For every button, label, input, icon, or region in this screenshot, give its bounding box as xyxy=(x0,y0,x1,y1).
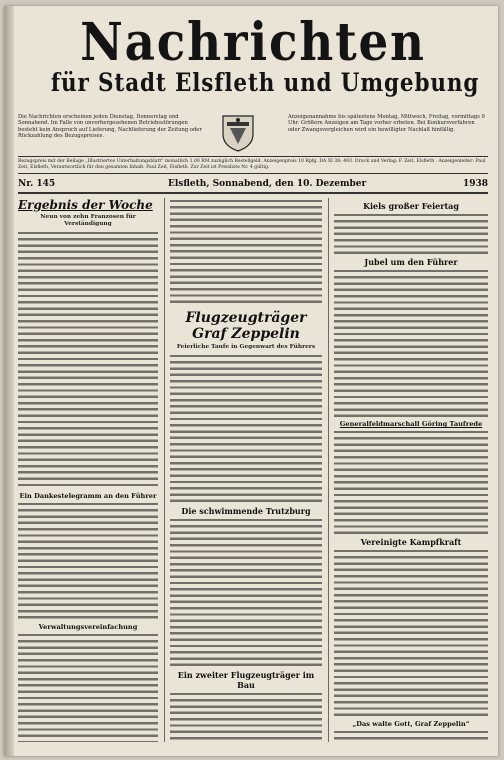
headline-dankestelegramm: Ein Dankestelegramm an den Führer xyxy=(19,492,157,500)
headline-ergebnis-der-woche: Ergebnis der Woche xyxy=(18,198,153,212)
body-text xyxy=(18,632,158,742)
issue-number: Nr. 145 xyxy=(18,179,56,189)
body-text xyxy=(334,268,488,418)
column-1 xyxy=(18,198,158,742)
publication-info xyxy=(18,114,488,154)
body-text xyxy=(334,212,488,254)
issue-year: 1938 xyxy=(462,179,488,189)
headline-vereinigte-kampfkraft: Vereinigte Kampfkraft xyxy=(360,537,462,547)
body-text xyxy=(170,517,322,667)
body-text xyxy=(170,198,322,306)
column-3 xyxy=(334,198,488,742)
headline-trutzburg: Die schwimmende Trutzburg xyxy=(181,506,311,516)
body-text xyxy=(334,429,488,534)
town-coat-of-arms-icon xyxy=(221,114,255,152)
headline-jubel-um-den-fuehrer: Jubel um den Führer xyxy=(364,257,458,267)
newspaper-page xyxy=(4,6,498,756)
body-text xyxy=(170,691,322,742)
masthead xyxy=(18,12,488,106)
newspaper-title: Nachrichten xyxy=(80,12,426,73)
headline-goering-taufrede: Generalfeldmarschall Göring Taufrede xyxy=(339,420,483,428)
place-and-date: Elsfleth, Sonnabend, den 10. Dezember xyxy=(168,179,367,189)
newspaper-subtitle: für Stadt Elsfleth und Umgebung xyxy=(50,68,480,97)
column-2 xyxy=(170,198,322,742)
dateline xyxy=(18,178,488,194)
body-text xyxy=(334,548,488,718)
info-ad-deadlines: Anzeigenannahme bis spätestens Montag, Mittwoch, Freitag, vormittags 9 Uhr. Größere Anzeigen am Tage vorher erbeten. Bei Konkursverfahren oder Zwangsvergleichen wird ein bewilligter Nachlaß hinfällig. xyxy=(288,114,485,133)
binding-spine xyxy=(4,6,14,756)
headline-flugzeugtraeger: Flugzeugträger Graf Zeppelin xyxy=(185,310,307,342)
headline-verwaltungsvereinfachung: Verwaltungsvereinfachung xyxy=(38,623,138,631)
body-text xyxy=(334,729,488,742)
body-text xyxy=(18,501,158,621)
column-rule xyxy=(328,198,329,742)
info-publishing-schedule: Die Nachrichten erscheinen jeden Dienstag, Donnerstag und Sonnabend. Im Falle von unvorhergesehenen Betriebsstörungen besteht kein Anspruch auf Lieferung, Nachlieferung der Zeitung oder Rückzahlung des Bezugspreises. xyxy=(18,114,202,140)
headline-walte-gott: „Das walte Gott, Graf Zeppelin“ xyxy=(352,720,470,728)
body-text xyxy=(18,230,158,490)
pricing-notice: Bezugspreis mit der Beilage „Illustriertes Unterhaltungsblatt“ monatlich 1,00 RM zuzüglich Bestellgeld. Anzeigenpreis 10 Rpfg. DA XI 38: 493. Druck und Verlag: F. Zeit, Elsfleth · Anzeigenleiter: Paul Zeit, Elsfleth, Verantwortlich für den gesamten Inhalt: Paul Zeit, Elsfleth. Zur Zeit ist Preisliste Nr. 4 gültig. xyxy=(18,156,488,174)
column-rule xyxy=(164,198,165,742)
headline-kiels-feiertag: Kiels großer Feiertag xyxy=(363,201,459,211)
subhead-taufe: Feierliche Taufe in Gegenwart des Führers xyxy=(176,344,316,350)
headline-zweiter-flugzeugtraeger: Ein zweiter Flugzeugträger im Bau xyxy=(177,670,315,690)
subhead-verstaendigung: Neun von zehn Franzosen für Verständigung xyxy=(40,214,136,227)
body-text xyxy=(170,353,322,503)
